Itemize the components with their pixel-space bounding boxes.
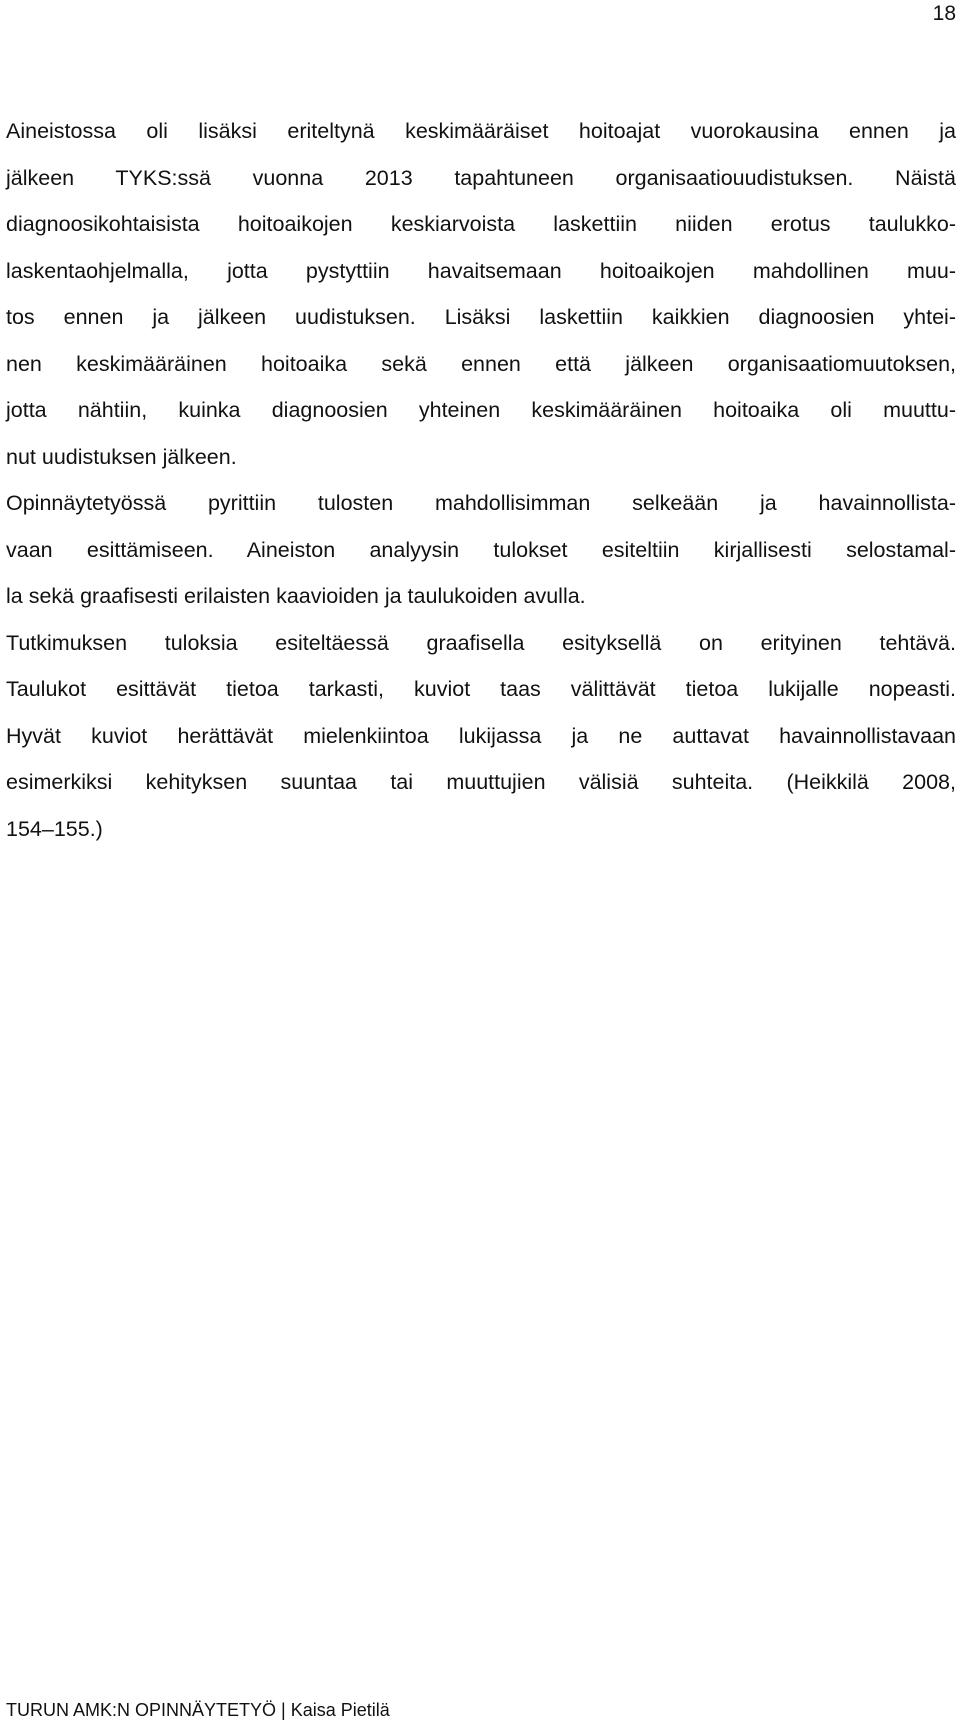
text-line: diagnoosikohtaisista hoitoaikojen keskiarvoista laskettiin niiden erotus taulukko- bbox=[6, 212, 956, 236]
text-line: Hyvät kuviot herättävät mielenkiintoa lukijassa ja ne auttavat havainnollistavaan bbox=[6, 723, 956, 748]
body-text bbox=[6, 108, 956, 852]
text-line: la sekä graafisesti erilaisten kaavioiden ja taulukoiden avulla. bbox=[6, 584, 586, 608]
page-number: 18 bbox=[932, 2, 956, 25]
text-line: nen keskimääräinen hoitoaika sekä ennen että jälkeen organisaatiomuutoksen, bbox=[6, 351, 956, 376]
text-line: laskentaohjelmalla, jotta pystyttiin havaitsemaan hoitoaikojen mahdollinen muu- bbox=[6, 258, 956, 283]
page-footer: TURUN AMK:N OPINNÄYTETYÖ | Kaisa Pietilä bbox=[6, 1700, 390, 1720]
text-line: jälkeen TYKS:ssä vuonna 2013 tapahtuneen organisaatiouudistuksen. Näistä bbox=[6, 165, 956, 190]
text-line: Opinnäytetyössä pyrittiin tulosten mahdollisimman selkeään ja havainnollista- bbox=[6, 491, 956, 515]
paragraph-3 bbox=[6, 620, 956, 853]
text-line: vaan esittämiseen. Aineiston analyysin tulokset esiteltiin kirjallisesti selostamal- bbox=[6, 537, 956, 562]
text-line: esimerkiksi kehityksen suuntaa tai muuttujien välisiä suhteita. (Heikkilä 2008, bbox=[6, 770, 956, 794]
paragraph-1 bbox=[6, 108, 956, 480]
text-line: Aineistossa oli lisäksi eriteltynä keskimääräiset hoitoajat vuorokausina ennen ja bbox=[6, 119, 956, 143]
paragraph-2 bbox=[6, 480, 956, 620]
text-line: nut uudistuksen jälkeen. bbox=[6, 444, 237, 469]
text-line: tos ennen ja jälkeen uudistuksen. Lisäksi laskettiin kaikkien diagnoosien yhtei- bbox=[6, 305, 956, 329]
text-line: 154–155.) bbox=[6, 816, 103, 841]
text-line: Tutkimuksen tuloksia esiteltäessä graafisella esityksellä on erityinen tehtävä. bbox=[6, 630, 956, 655]
text-line: jotta nähtiin, kuinka diagnoosien yhteinen keskimääräinen hoitoaika oli muuttu- bbox=[6, 398, 956, 422]
text-line: Taulukot esittävät tietoa tarkasti, kuviot taas välittävät tietoa lukijalle nopeasti. bbox=[6, 677, 956, 701]
